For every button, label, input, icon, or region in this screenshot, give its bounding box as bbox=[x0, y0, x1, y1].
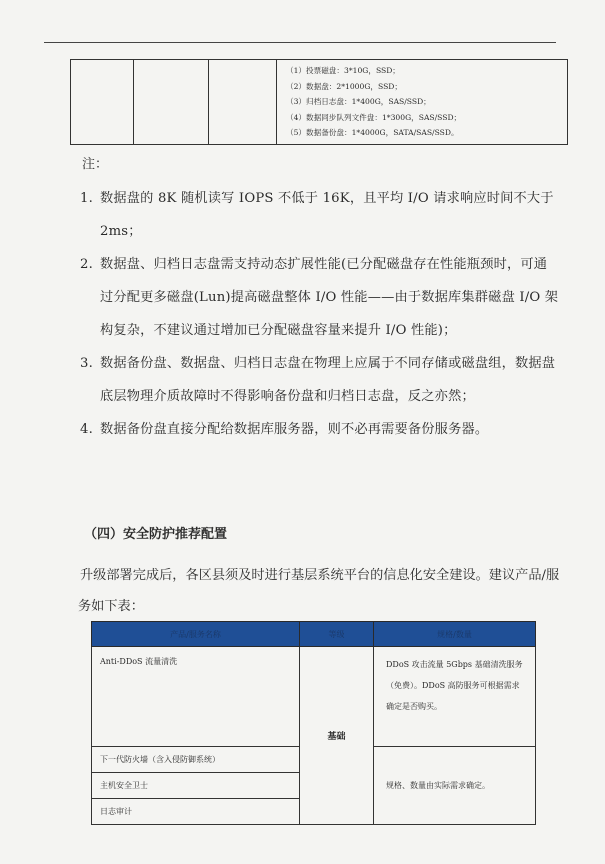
note-text: 数据备份盘直接分配给数据库服务器，则不必再需要备份服务器。 bbox=[100, 422, 489, 437]
column-header: 产品/服务名称 bbox=[92, 622, 300, 647]
note-number: 4. bbox=[80, 422, 93, 437]
note-item bbox=[80, 413, 560, 446]
level-cell: 基础 bbox=[300, 647, 374, 825]
notes-list bbox=[80, 182, 560, 446]
disk-config-table bbox=[70, 59, 568, 145]
note-text: 数据备份盘、数据盘、归档日志盘在物理上应属于不同存储或磁盘组，数据盘底层物理介质故障时不得影响备份盘和归档日志盘，反之亦然； bbox=[100, 356, 556, 404]
list-item: （3）归档日志盘：1*400G，SAS/SSD； bbox=[286, 97, 431, 107]
disk-config-list bbox=[277, 60, 567, 141]
spec-ddos: DDoS 攻击流量 5Gbps 基础清洗服务（免费）。DDoS 高防服务可根据需求确定是否购买。 bbox=[374, 647, 536, 747]
note-text: 数据盘、归档日志盘需支持动态扩展性能(已分配磁盘存在性能瓶颈时，可通过分配更多磁盘(Lun)提高磁盘整体 I/O 性能——由于数据库集群磁盘 I/O 架构复杂，不建议通过增加已分配磁盘容量来提升 I/O 性能)； bbox=[100, 257, 559, 338]
list-item: （4）数据同步队列文件盘：1*300G，SAS/SSD； bbox=[286, 112, 462, 122]
table-row bbox=[71, 60, 568, 145]
table-cell bbox=[134, 60, 209, 145]
table-cell bbox=[71, 60, 134, 145]
section-heading: （四）安全防护推荐配置 bbox=[84, 527, 228, 542]
product-name: 日志审计 bbox=[92, 799, 300, 825]
intro-paragraph bbox=[78, 560, 562, 622]
note-number: 2. bbox=[80, 257, 93, 272]
note-item bbox=[80, 182, 560, 248]
list-item: （1）投票磁盘：3*10G，SSD； bbox=[286, 66, 400, 75]
note-title: 注： bbox=[82, 157, 109, 172]
spec-other: 规格、数量由实际需求确定。 bbox=[374, 747, 536, 825]
note-number: 3. bbox=[80, 356, 93, 371]
column-header: 等级 bbox=[300, 622, 374, 647]
intro-text: 升级部署完成后，各区县须及时进行基层系统平台的信息化安全建设。建议产品/服务如下表： bbox=[78, 568, 560, 614]
table-header-row bbox=[92, 622, 536, 647]
note-item bbox=[80, 347, 560, 413]
security-table bbox=[91, 621, 536, 825]
note-text: 数据盘的 8K 随机读写 IOPS 不低于 16K，且平均 I/O 请求响应时间不大于 2ms； bbox=[100, 191, 554, 239]
product-name: 下一代防火墙（含入侵防御系统） bbox=[92, 747, 300, 773]
table-cell bbox=[209, 60, 277, 145]
product-name: 主机安全卫士 bbox=[92, 773, 300, 799]
header-rule bbox=[44, 42, 556, 43]
column-header: 规格/数量 bbox=[374, 622, 536, 647]
list-item: （5）数据备份盘：1*4000G，SATA/SAS/SSD。 bbox=[286, 128, 459, 138]
product-name: Anti-DDoS 流量清洗 bbox=[92, 647, 300, 747]
note-item bbox=[80, 248, 560, 347]
table-row bbox=[92, 647, 536, 747]
note-number: 1. bbox=[80, 191, 93, 206]
list-item: （2）数据盘：2*1000G，SSD； bbox=[286, 81, 402, 91]
disk-config-cell bbox=[277, 60, 568, 145]
